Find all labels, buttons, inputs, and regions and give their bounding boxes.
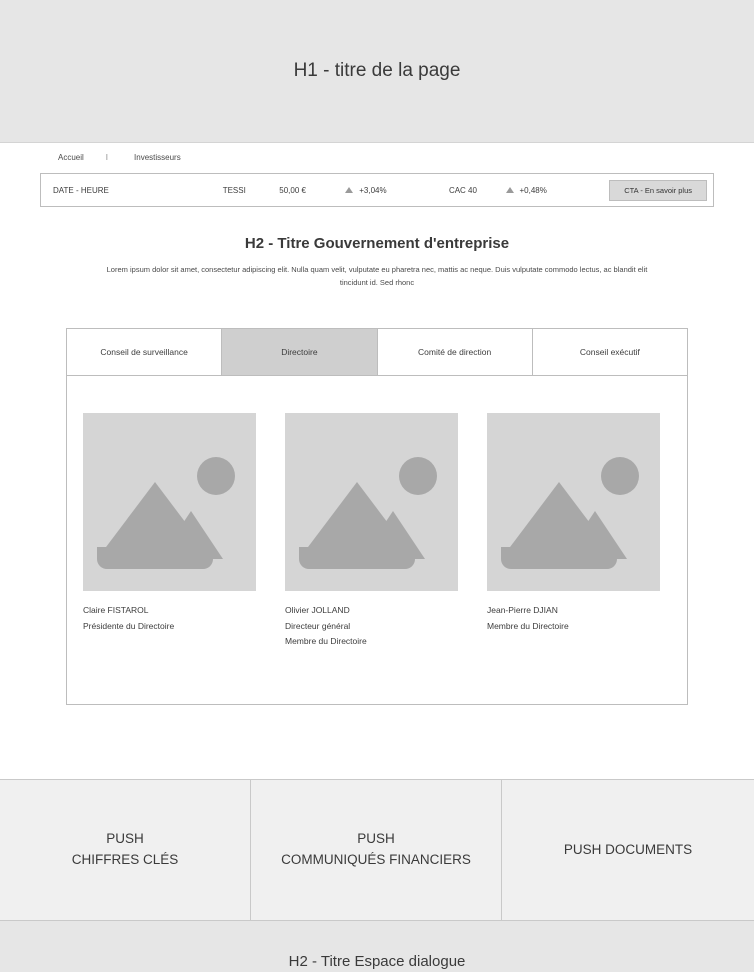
push-blocks-row	[0, 779, 754, 921]
page-title: H1 - titre de la page	[293, 60, 461, 81]
member-name: Olivier JOLLAND	[285, 604, 350, 615]
governance-tabs-panel	[66, 328, 688, 705]
mountain-base	[501, 547, 617, 569]
mountain-base	[299, 547, 415, 569]
member-role: Présidente du Directoire	[83, 620, 175, 631]
member-name: Claire FISTAROL	[83, 604, 149, 615]
index-variation	[506, 186, 610, 195]
push-block-communiques-financiers[interactable]	[251, 780, 502, 920]
tab-directoire[interactable]: Directoire	[221, 328, 376, 376]
list-item[interactable]	[487, 413, 660, 650]
dialogue-section	[0, 921, 754, 972]
quote-date-label: DATE - HEURE	[53, 185, 109, 195]
member-role: Membre du Directoire	[487, 620, 569, 631]
breadcrumb-item-investisseurs[interactable]: Investisseurs	[134, 152, 181, 162]
cta-learn-more-button[interactable]: CTA - En savoir plus	[609, 180, 707, 201]
member-name: Jean-Pierre DJIAN	[487, 604, 558, 615]
push-line-2: CHIFFRES CLÉS	[71, 852, 179, 867]
quote-price: 50,00 €	[279, 185, 306, 195]
push-line-2: COMMUNIQUÉS FINANCIERS	[281, 852, 471, 867]
quote-variation-value: +3,04%	[359, 185, 387, 195]
push-line-1: PUSH	[106, 831, 144, 847]
member-role-secondary: Membre du Directoire	[285, 636, 367, 647]
push-block-chiffres-cles[interactable]	[0, 780, 251, 920]
dialogue-title: H2 - Titre Espace dialogue	[288, 953, 466, 970]
push-line-1: PUSH DOCUMENTS	[563, 841, 693, 857]
breadcrumb-separator: I	[105, 152, 109, 162]
tab-panel-directoire	[66, 376, 688, 705]
list-item[interactable]	[83, 413, 256, 650]
index-name: CAC 40	[448, 185, 477, 195]
arrow-up-icon	[506, 187, 514, 193]
breadcrumb	[0, 143, 754, 171]
list-item[interactable]	[285, 413, 458, 650]
member-role: Directeur général	[285, 620, 351, 631]
section-lead-text: Lorem ipsum dolor sit amet, consectetur adipiscing elit. Nulla quam velit, vulputate eu pharetra nec, mattis ac neque. Duis vulputate commodo lectus, ac blandit elit tincidunt id. Sed rhonc	[106, 265, 648, 288]
mountain-base	[97, 547, 213, 569]
tab-comite-de-direction[interactable]: Comité de direction	[377, 328, 532, 376]
stock-quote-bar	[40, 173, 714, 207]
section-title: H2 - Titre Gouvernement d'entreprise	[244, 235, 510, 252]
hero-banner	[0, 0, 754, 143]
tab-list	[66, 328, 688, 376]
index-variation-value: +0,48%	[519, 185, 547, 195]
member-photo-placeholder	[83, 413, 256, 591]
tab-conseil-de-surveillance[interactable]: Conseil de surveillance	[66, 328, 221, 376]
push-block-documents[interactable]	[502, 780, 754, 920]
push-line-1: PUSH	[357, 831, 395, 847]
breadcrumb-item-accueil[interactable]: Accueil	[58, 152, 84, 162]
arrow-up-icon	[345, 187, 353, 193]
member-photo-placeholder	[487, 413, 660, 591]
member-card-list	[67, 413, 687, 650]
quote-variation	[345, 186, 449, 195]
member-photo-placeholder	[285, 413, 458, 591]
quote-ticker: TESSI	[222, 185, 246, 195]
tab-conseil-executif[interactable]: Conseil exécutif	[532, 328, 688, 376]
